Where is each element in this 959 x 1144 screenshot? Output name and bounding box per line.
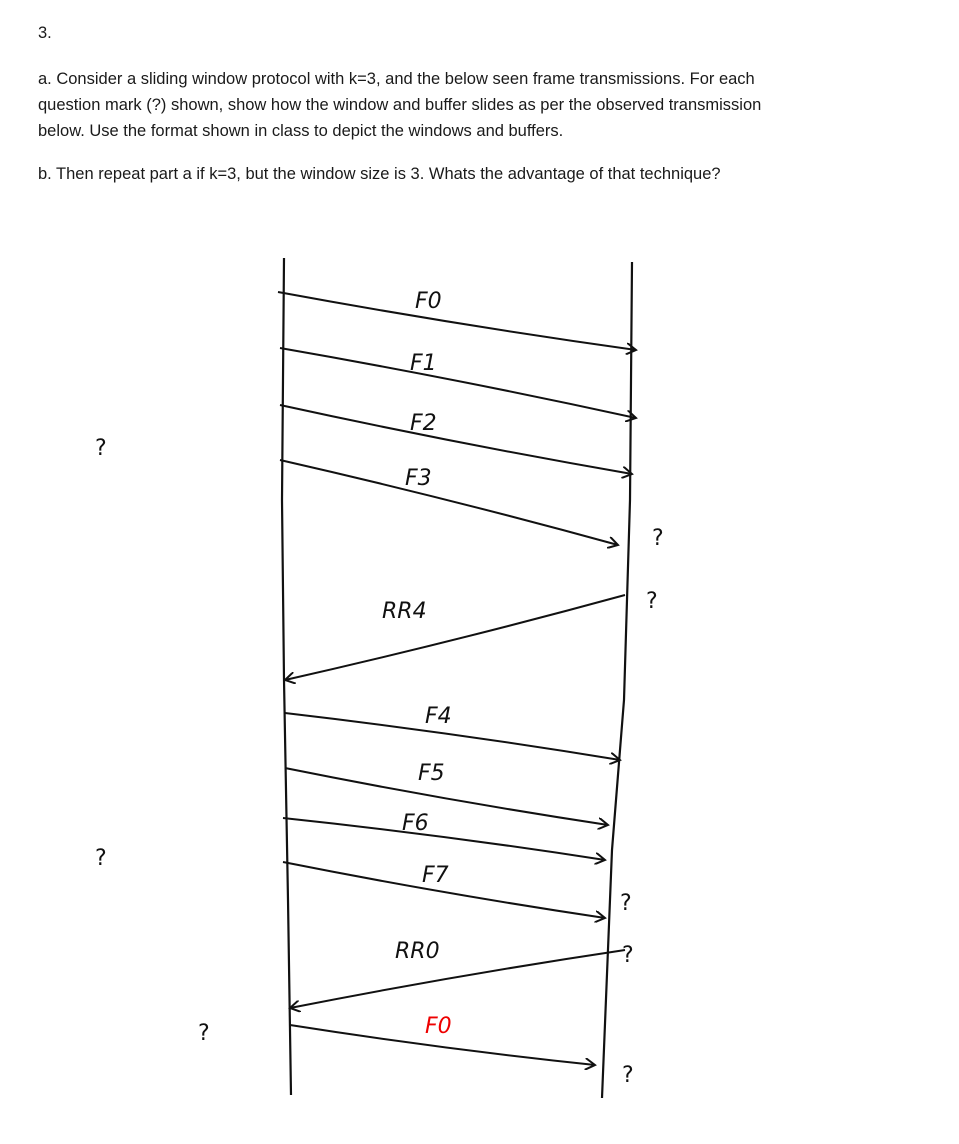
message-arrow-f2 (280, 405, 632, 474)
message-label-f3: F3 (405, 466, 432, 491)
message-label-f6: F6 (402, 811, 429, 836)
message-label-f7: F7 (422, 863, 449, 888)
message-arrow-rr4 (285, 595, 625, 680)
message-label-f0: F0 (415, 289, 442, 314)
message-arrow-f4 (285, 713, 620, 760)
question-mark: ? (622, 1063, 634, 1088)
message-arrow-f1 (280, 348, 636, 418)
question-mark: ? (95, 846, 107, 871)
message-arrow-f6 (283, 818, 605, 860)
message-label-f4: F4 (425, 704, 452, 729)
message-label-f2: F2 (410, 411, 437, 436)
question-number: 3. (38, 24, 52, 42)
part-a-line-3: below. Use the format shown in class to depict the windows and buffers. (38, 122, 564, 140)
question-mark: ? (95, 436, 107, 461)
question-mark: ? (652, 526, 664, 551)
message-label-rr0: RR0 (395, 939, 440, 964)
message-label-f0: F0 (425, 1014, 452, 1039)
question-mark: ? (622, 943, 634, 968)
message-arrow-f3 (280, 460, 618, 545)
message-label-f1: F1 (410, 351, 437, 376)
question-mark: ? (646, 589, 658, 614)
question-mark: ? (620, 891, 632, 916)
sender-timeline (282, 258, 291, 1095)
message-arrow-rr0 (290, 950, 625, 1008)
message-arrow-f0 (278, 292, 636, 350)
part-b-text: b. Then repeat part a if k=3, but the window size is 3. Whats the advantage of that technique? (38, 165, 721, 183)
question-mark: ? (198, 1021, 210, 1046)
receiver-timeline (602, 262, 632, 1098)
part-a-line-1: a. Consider a sliding window protocol with k=3, and the below seen frame transmissions. For each (38, 70, 755, 88)
message-label-rr4: RR4 (382, 599, 427, 624)
message-arrow-f5 (285, 768, 608, 825)
part-a-line-2: question mark (?) shown, show how the window and buffer slides as per the observed transmission (38, 96, 762, 114)
message-label-f5: F5 (418, 761, 445, 786)
